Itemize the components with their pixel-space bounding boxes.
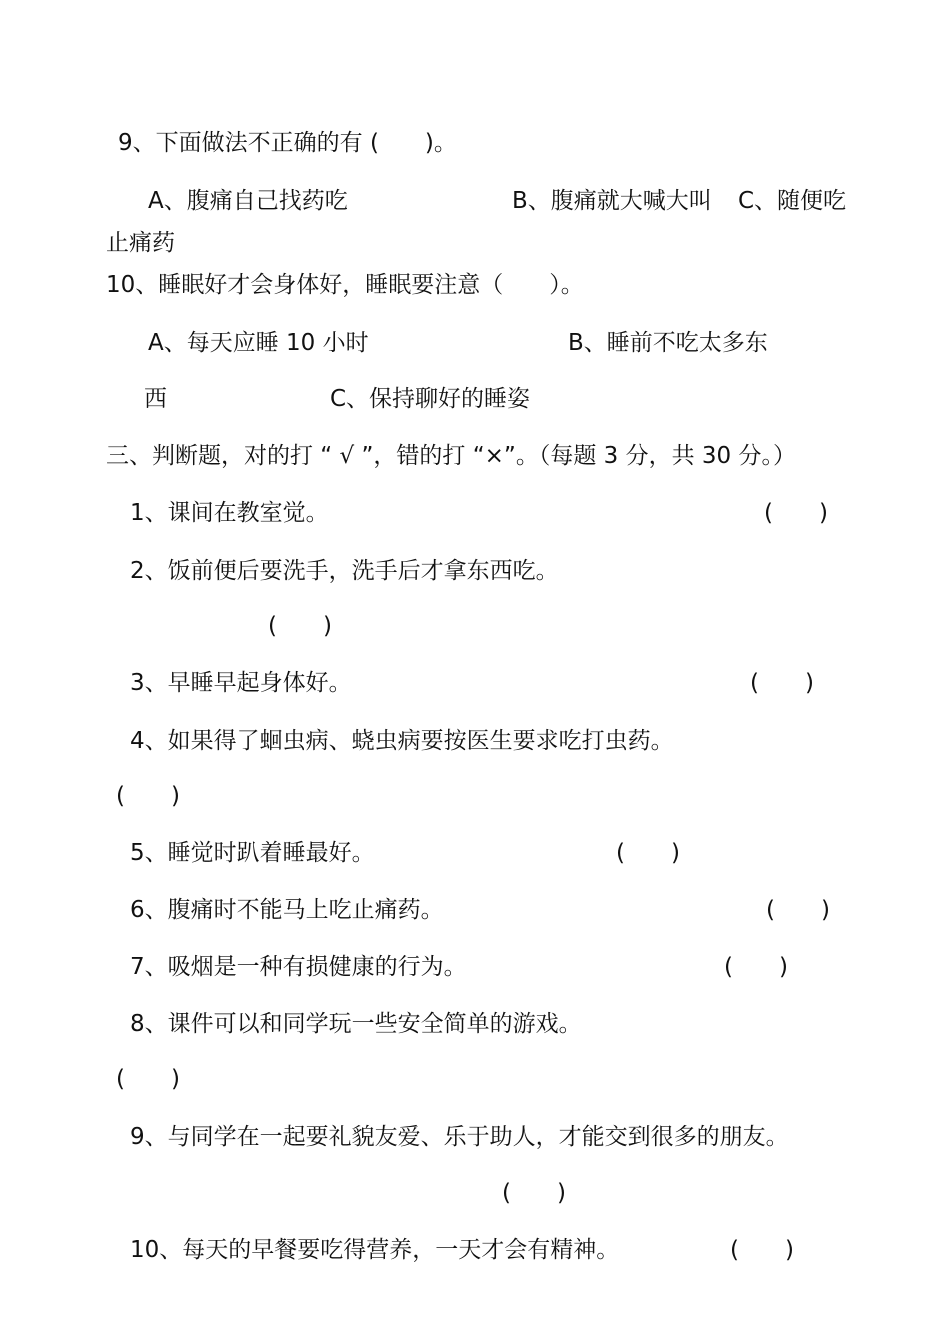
- section-3-heading: 三、判断题，对的打 “ √ ”，错的打 “×”。（每题 3 分，共 30 分。）: [106, 443, 796, 469]
- answer-blank-6[interactable]: ( ): [766, 897, 830, 923]
- q9-option-b: B、腹痛就大喊大叫: [512, 188, 712, 214]
- answer-blank-8[interactable]: ( ): [116, 1066, 180, 1092]
- q9-option-a: A、腹痛自己找药吃: [148, 188, 348, 214]
- tf-item-10: 10、每天的早餐要吃得营养，一天才会有精神。: [130, 1237, 620, 1263]
- answer-blank-5[interactable]: ( ): [616, 840, 680, 866]
- answer-blank-9[interactable]: ( ): [502, 1180, 566, 1206]
- tf-item-5: 5、睡觉时趴着睡最好。: [130, 840, 375, 866]
- q10-option-a: A、每天应睡 10 小时: [148, 330, 369, 356]
- tf-item-3: 3、早睡早起身体好。: [130, 670, 352, 696]
- question-9: 9、下面做法不正确的有 ( )。: [118, 130, 457, 156]
- tf-item-7: 7、吸烟是一种有损健康的行为。: [130, 954, 467, 980]
- answer-blank-4[interactable]: ( ): [116, 783, 180, 809]
- answer-blank-3[interactable]: ( ): [750, 670, 814, 696]
- q10-option-c: C、保持聊好的睡姿: [330, 386, 531, 412]
- answer-blank-1[interactable]: ( ): [764, 500, 828, 526]
- answer-blank-7[interactable]: ( ): [724, 954, 788, 980]
- q10-option-b: B、睡前不吃太多东: [568, 330, 768, 356]
- question-10: 10、睡眠好才会身体好，睡眠要注意（ ）。: [106, 272, 584, 298]
- tf-item-6: 6、腹痛时不能马上吃止痛药。: [130, 897, 444, 923]
- answer-blank-2[interactable]: ( ): [268, 613, 332, 639]
- q9-option-c-continued: 止痛药: [106, 230, 175, 256]
- tf-item-2: 2、饭前便后要洗手，洗手后才拿东西吃。: [130, 558, 559, 584]
- tf-item-1: 1、课间在教室觉。: [130, 500, 329, 526]
- q10-option-b-continued: 西: [144, 386, 167, 412]
- answer-blank-10[interactable]: ( ): [730, 1237, 794, 1263]
- tf-item-8: 8、课件可以和同学玩一些安全简单的游戏。: [130, 1011, 582, 1037]
- tf-item-4: 4、如果得了蛔虫病、蛲虫病要按医生要求吃打虫药。: [130, 728, 674, 754]
- tf-item-9: 9、与同学在一起要礼貌友爱、乐于助人，才能交到很多的朋友。: [130, 1124, 789, 1150]
- q9-option-c: C、随便吃: [738, 188, 847, 214]
